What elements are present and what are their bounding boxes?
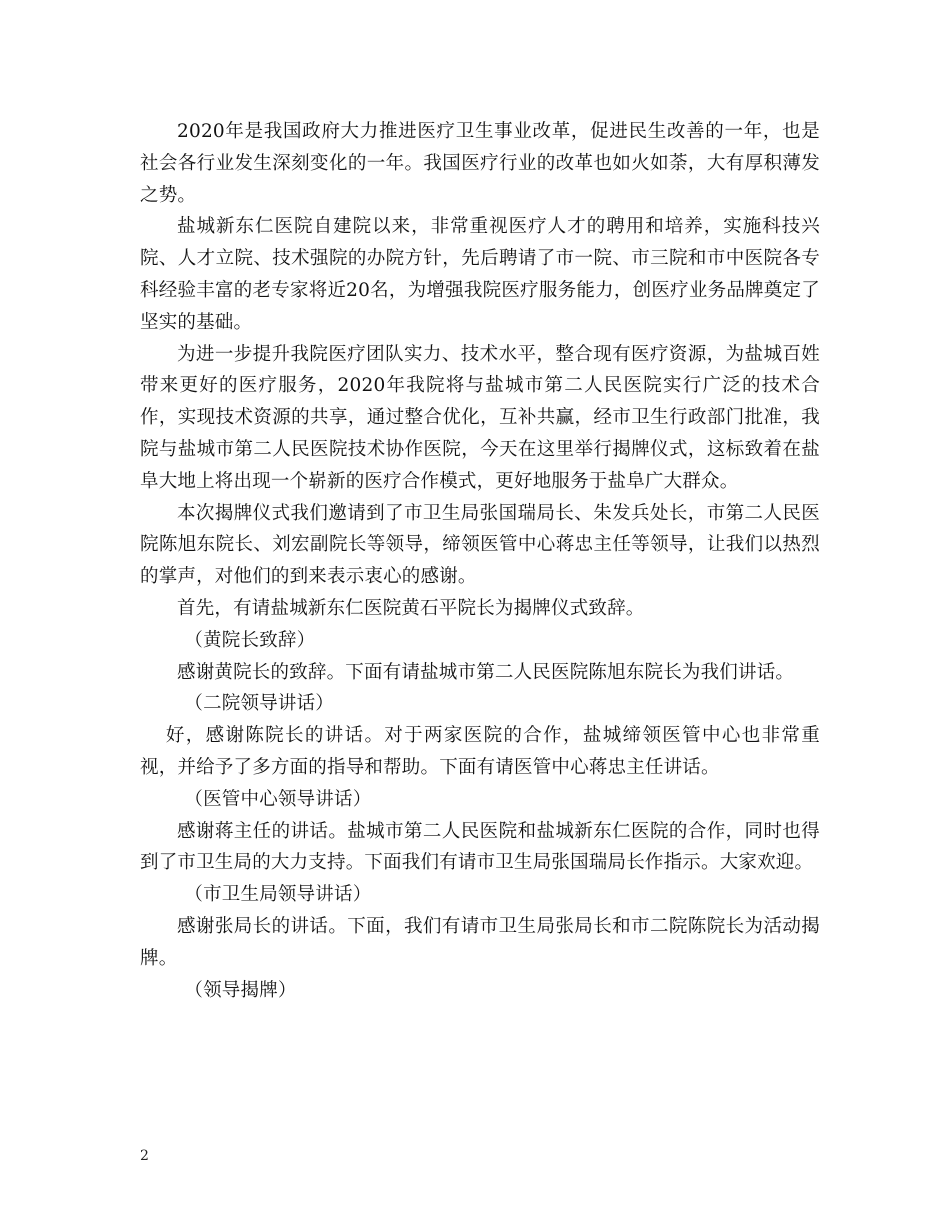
- paragraph-guests: 本次揭牌仪式我们邀请到了市卫生局张国瑞局长、朱发兵处长，市第二人民医院陈旭东院长、刘宏副院长等领导，缔领医管中心蒋忠主任等领导，让我们以热烈的掌声，对他们的到来表示衷心的感谢。: [140, 502, 820, 588]
- paragraph-note-health-bureau: （市卫生局领导讲话）: [184, 884, 372, 906]
- paragraph-opening-speech: 首先，有请盐城新东仁医院黄石平院长为揭牌仪式致辞。: [177, 597, 645, 619]
- paragraph-note-unveiling: （领导揭牌）: [184, 979, 297, 1001]
- paragraph-thanks-chen: 好，感谢陈院长的讲话。对于两家医院的合作，盐城缔领医管中心也非常重视，并给予了多方面的指导和帮助。下面有请医管中心蒋忠主任讲话。: [140, 725, 820, 778]
- paragraph-note-management-center: （医管中心领导讲话）: [184, 788, 372, 810]
- page-number: 2: [140, 1148, 149, 1164]
- paragraph-intro: 2020年是我国政府大力推进医疗卫生事业改革，促进民生改善的一年，也是社会各行业发生深刻变化的一年。我国医疗行业的改革也如火如荼，大有厚积薄发之势。: [140, 121, 820, 206]
- paragraph-note-second-hospital: （二院领导讲话）: [184, 693, 334, 715]
- paragraph-thanks-jiang: 感谢蒋主任的讲话。盐城市第二人民医院和盐城新东仁医院的合作，同时也得到了市卫生局的大力支持。下面我们有请市卫生局张国瑞局长作指示。大家欢迎。: [140, 820, 820, 874]
- paragraph-thanks-huang: 感谢黄院长的致辞。下面有请盐城市第二人民医院陈旭东院长为我们讲话。: [177, 661, 795, 683]
- paragraph-hospital-background: 盐城新东仁医院自建院以来，非常重视医疗人才的聘用和培养，实施科技兴院、人才立院、技术强院的办院方针，先后聘请了市一院、市三院和市中医院各专科经验丰富的老专家将近20名，为增强我院医疗服务能力，创医疗业务品牌奠定了坚实的基础。: [140, 216, 820, 333]
- paragraph-thanks-zhang: 感谢张局长的讲话。下面，我们有请市卫生局张局长和市二院陈院长为活动揭牌。: [140, 915, 820, 969]
- document-body: [140, 116, 820, 1006]
- paragraph-cooperation: 为进一步提升我院医疗团队实力、技术水平，整合现有医疗资源，为盐城百姓带来更好的医疗服务，2020年我院将与盐城市第二人民医院实行广泛的技术合作，实现技术资源的共享，通过整合优化，互补共赢，经市卫生行政部门批准，我院与盐城市第二人民医院技术协作医院，今天在这里举行揭牌仪式，这标致着在盐阜大地上将出现一个崭新的医疗合作模式，更好地服务于盐阜广大群众。: [140, 343, 820, 492]
- paragraph-note-huang: （黄院长致辞）: [184, 629, 316, 651]
